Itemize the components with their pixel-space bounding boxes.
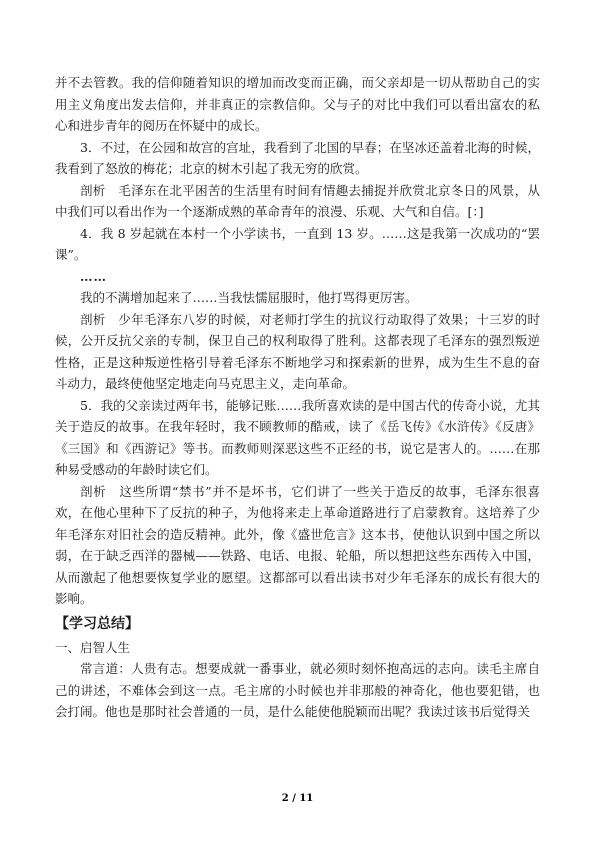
ellipsis-line: …… — [80, 268, 107, 284]
excerpt-3: 3．不过，在公园和故宫的宫址，我看到了北国的早春；在坚冰还盖着北海的时候，我看到了怒放的梅花；北京的树木引起了我无穷的欣赏。 — [55, 139, 540, 176]
analysis-4: 剖析 少年毛泽东八岁的时候，对老师打学生的抗议行动取得了效果；十三岁的时候，公开反抗父亲的专制，保卫自己的权利取得了胜利。这都表现了毛泽东的强烈叛逆性格，正是这种叛逆性格引导着毛泽东不断地学习和探索新的世界，成为生生不息的奋斗动力，最终使他坚定地走向马克思主义，走向革命。 — [55, 311, 540, 391]
excerpt-4: 4．我 8 岁起就在本村一个小学读书，一直到 13 岁。……这是我第一次成功的“罢课”。 — [55, 225, 540, 262]
excerpt-5: 5．我的父亲读过两年书，能够记账……我所喜欢读的是中国古代的传奇小说，尤其关于造反的故事。在我年轻时，我不顾教师的酷戒，读了《岳飞传》《水浒传》《反唐》《三国》和《西游记》等书。而教师则深恶这些不正经的书，说它是害人的。……在那种易受感动的年龄时读它们。 — [55, 397, 540, 477]
excerpt-4-continued: 我的不满增加起来了……当我怯懦屈服时，他打骂得更厉害。 — [80, 290, 418, 305]
page-number: 2 / 11 — [281, 793, 314, 804]
paragraph-opening: 并不去管教。我的信仰随着知识的增加而改变而正确，而父亲却是一切从帮助自己的实用主义角度出发去信仰，并非真正的宗教信仰。父与子的对比中我们可以看出富农的私心和进步青年的阅历在怀疑中的成长。 — [55, 75, 540, 133]
analysis-5: 剖析 这些所谓“禁书”并不是坏书，它们讲了一些关于造反的故事，毛泽东很喜欢，在他心里种下了反抗的种子，为他将来走上革命道路进行了启蒙教育。这培养了少年毛泽东对旧社会的造反精神。此外，像《盛世危言》这本书，使他认识到中国之所以弱，在于缺乏西洋的器械——铁路、电话、电报、轮船，所以想把这些东西传入中国，从而激起了他想要恢复学业的愿望。这都部可以看出读书对少年毛泽东的成长有很大的影响。 — [55, 483, 540, 606]
page-content — [55, 72, 540, 723]
summary-paragraph: 常言道：人贵有志。想要成就一番事业，就必须时刻怀抱高远的志向。读毛主席自己的讲述，不难体会到这一点。毛主席的小时候也并非那般的神奇化，他也要犯错，也会打闹。他也是那时社会普通的一员，是什么能使他脱颖而出呢？我读过该书后觉得关 — [55, 661, 540, 719]
subsection-title: 一、启智人生 — [55, 639, 131, 655]
section-title-summary: 【学习总结】 — [55, 615, 139, 632]
analysis-3: 剖析 毛泽东在北平困苦的生活里有时间有情趣去捕捉并欣赏北京冬日的风景，从中我们可以看出作为一个逐渐成熟的革命青年的浪漫、乐观、大气和自信。[：] — [55, 182, 540, 219]
